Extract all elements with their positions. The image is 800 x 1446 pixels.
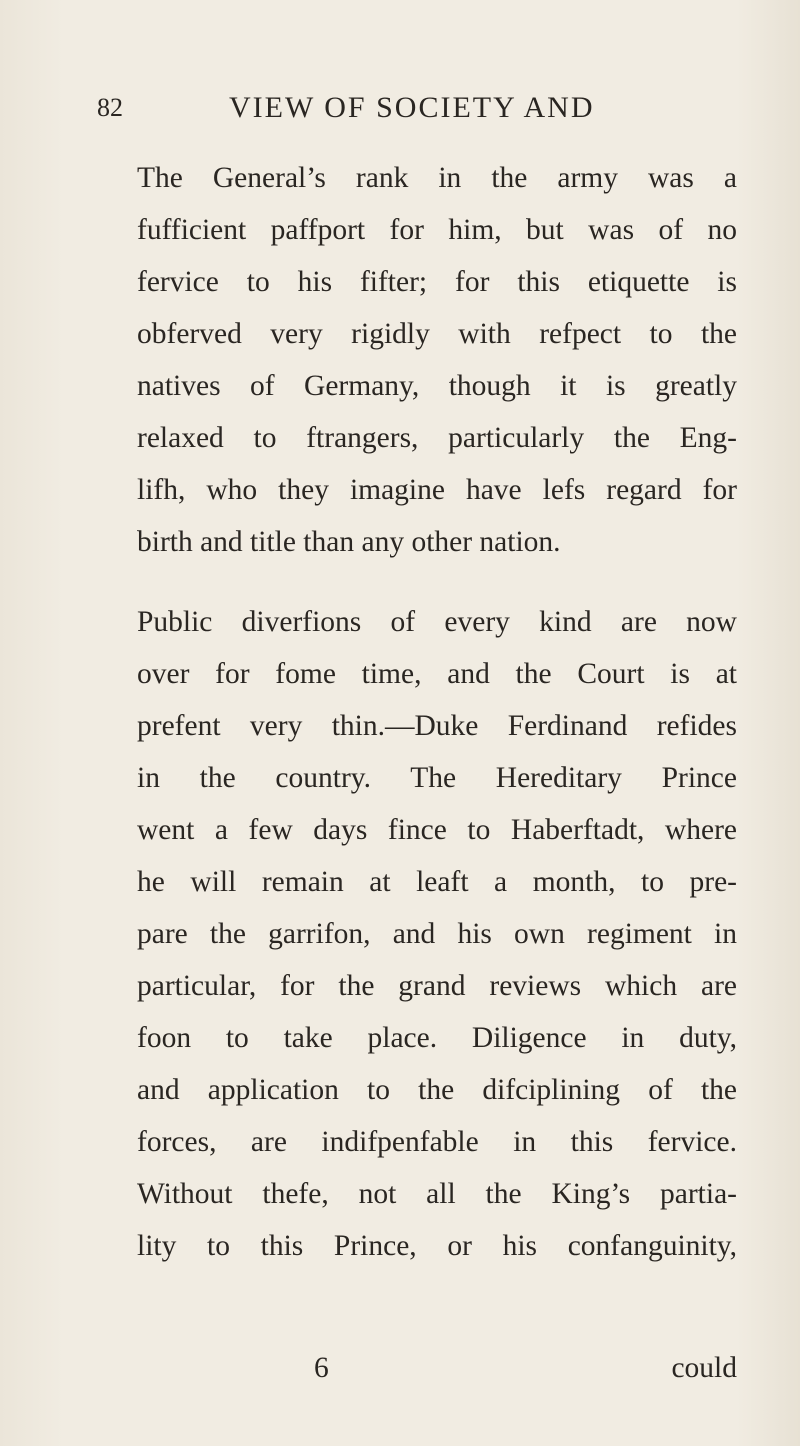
text-line: over for fome time, and the Court is at <box>137 658 737 690</box>
text-line: Without thefe, not all the King’s partia- <box>137 1178 737 1210</box>
page-number: 82 <box>97 93 123 122</box>
signature-mark: 6 <box>314 1352 329 1384</box>
text-line: birth and title than any other nation. <box>137 526 561 558</box>
text-line: lity to this Prince, or his confanguinity, <box>137 1230 737 1262</box>
text-line: lifh, who they imagine have lefs regard for <box>137 474 737 506</box>
text-line: went a few days fince to Haberftadt, where <box>137 814 737 846</box>
text-line: relaxed to ftrangers, particularly the Eng- <box>137 422 737 454</box>
catchword: could <box>671 1352 737 1384</box>
text-line: fufficient paffport for him, but was of no <box>137 214 737 246</box>
text-line: Public diverfions of every kind are now <box>137 606 737 638</box>
running-head <box>97 88 737 128</box>
text-line: prefent very thin.—Duke Ferdinand refides <box>137 710 737 742</box>
running-title: VIEW OF SOCIETY AND <box>229 91 595 124</box>
text-line: he will remain at leaft a month, to pre- <box>137 866 737 898</box>
text-line: fervice to his fifter; for this etiquette is <box>137 266 737 298</box>
text-line: and application to the difciplining of the <box>137 1074 737 1106</box>
text-line: The General’s rank in the army was a <box>137 162 737 194</box>
text-line: natives of Germany, though it is greatly <box>137 370 737 402</box>
text-line: particular, for the grand reviews which are <box>137 970 737 1002</box>
text-line: forces, are indifpenfable in this fervice. <box>137 1126 737 1158</box>
text-line: foon to take place. Diligence in duty, <box>137 1022 737 1054</box>
catch-line <box>137 1348 737 1388</box>
text-line: pare the garrifon, and his own regiment in <box>137 918 737 950</box>
text-line: obferved very rigidly with refpect to the <box>137 318 737 350</box>
text-line: in the country. The Hereditary Prince <box>137 762 737 794</box>
